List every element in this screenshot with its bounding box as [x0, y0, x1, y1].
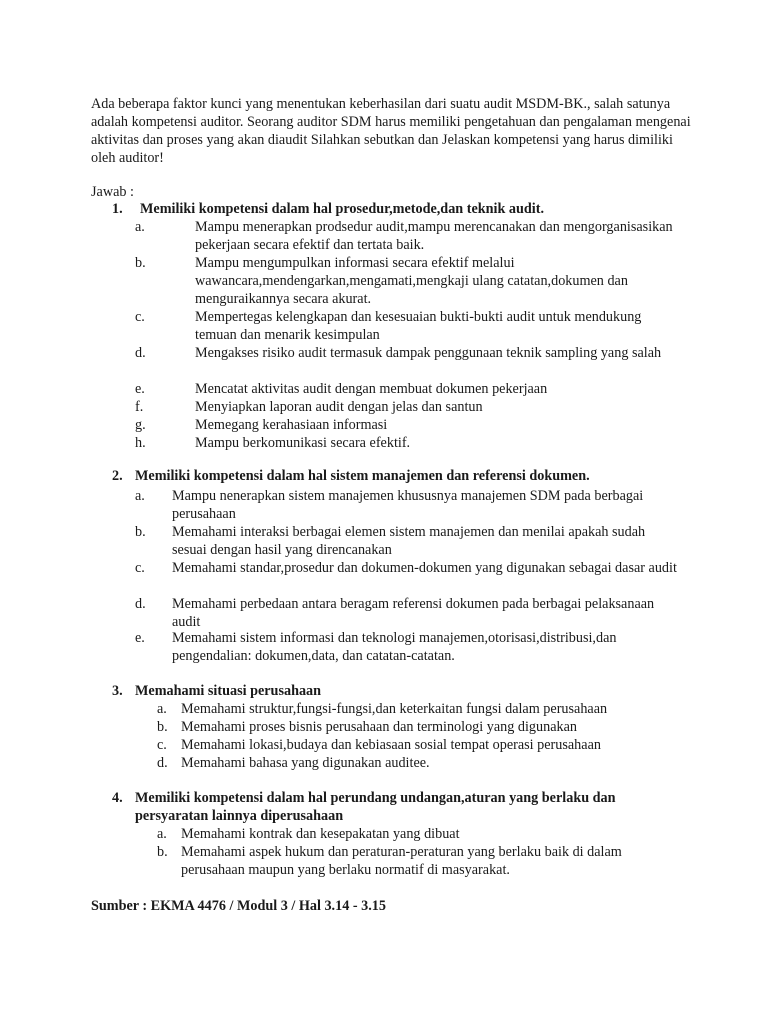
- item-text: Mampu nenerapkan sistem manajemen khususnya manajemen SDM pada berbagai perusahaan: [172, 488, 644, 522]
- item-text: Memahami aspek hukum dan peraturan-peraturan yang berlaku baik di dalam perusahaan maupun yang berlaku normatif di masyarakat.: [181, 844, 622, 878]
- item-marker: c.: [135, 560, 145, 576]
- item-text: Memahami lokasi,budaya dan kebiasaan sosial tempat operasi perusahaan: [181, 737, 601, 753]
- item-text: Memahami interaksi berbagai elemen sistem manajemen dan menilai apakah sudah sesuai dengan hasil yang direncanakan: [172, 524, 646, 558]
- source-citation: Sumber : EKMA 4476 / Modul 3 / Hal 3.14 - 3.15: [91, 898, 386, 914]
- section-title: Memahami situasi perusahaan: [135, 683, 322, 699]
- item-marker: a.: [157, 826, 167, 842]
- section-title: Memiliki kompetensi dalam hal sistem manajemen dan referensi dokumen.: [135, 468, 590, 484]
- item-marker: h.: [135, 435, 146, 451]
- item-text: Mempertegas kelengkapan dan kesesuaian bukti-bukti audit untuk mendukung temuan dan menarik kesimpulan: [195, 309, 642, 343]
- item-marker: b.: [135, 255, 146, 271]
- item-marker: d.: [135, 345, 146, 361]
- section-number: 4.: [112, 790, 123, 806]
- item-marker: e.: [135, 381, 145, 397]
- item-marker: b.: [157, 844, 168, 860]
- section-number: 1.: [112, 201, 123, 217]
- section-number: 3.: [112, 683, 123, 699]
- item-marker: a.: [135, 219, 145, 235]
- item-marker: f.: [135, 399, 144, 415]
- item-text: Memegang kerahasiaan informasi: [195, 417, 388, 433]
- item-text: Menyiapkan laporan audit dengan jelas dan santun: [195, 399, 483, 415]
- item-text: Memahami proses bisnis perusahaan dan terminologi yang digunakan: [181, 719, 577, 735]
- item-text: Memahami perbedaan antara beragam referensi dokumen pada berbagai pelaksanaan audit: [172, 596, 655, 630]
- item-marker: e.: [135, 630, 145, 646]
- item-marker: c.: [157, 737, 167, 753]
- section-title: Memiliki kompetensi dalam hal perundang undangan,aturan yang berlaku dan persyaratan lainnya diperusahaan: [135, 790, 616, 824]
- item-text: Mencatat aktivitas audit dengan membuat dokumen pekerjaan: [195, 381, 548, 397]
- item-marker: g.: [135, 417, 146, 433]
- item-marker: c.: [135, 309, 145, 325]
- item-text: Mengakses risiko audit termasuk dampak penggunaan teknik sampling yang salah: [195, 345, 662, 361]
- item-text: Mampu berkomunikasi secara efektif.: [195, 435, 411, 451]
- item-text: Mampu menerapkan prodsedur audit,mampu merencanakan dan mengorganisasikan pekerjaan secara efektif dan tertata baik.: [195, 219, 673, 253]
- section-title: Memiliki kompetensi dalam hal prosedur,metode,dan teknik audit.: [140, 201, 545, 217]
- answer-label: Jawab :: [91, 184, 134, 200]
- item-text: Memahami kontrak dan kesepakatan yang dibuat: [181, 826, 460, 842]
- item-marker: b.: [135, 524, 146, 540]
- item-text: Memahami standar,prosedur dan dokumen-dokumen yang digunakan sebagai dasar audit: [172, 560, 677, 576]
- item-text: Mampu mengumpulkan informasi secara efektif melalui wawancara,mendengarkan,mengamati,mengkaji ulang catatan,dokumen dan menguraikannya secara akurat.: [195, 255, 628, 307]
- item-text: Memahami bahasa yang digunakan auditee.: [181, 755, 430, 771]
- item-marker: d.: [157, 755, 168, 771]
- item-marker: b.: [157, 719, 168, 735]
- item-marker: d.: [135, 596, 146, 612]
- item-marker: a.: [135, 488, 145, 504]
- item-marker: a.: [157, 701, 167, 717]
- item-text: Memahami sistem informasi dan teknologi manajemen,otorisasi,distribusi,dan pengendalian: dokumen,data, dan catatan-catatan.: [172, 630, 617, 664]
- item-text: Memahami struktur,fungsi-fungsi,dan keterkaitan fungsi dalam perusahaan: [181, 701, 608, 717]
- section-number: 2.: [112, 468, 123, 484]
- question-paragraph: Ada beberapa faktor kunci yang menentukan keberhasilan dari suatu audit MSDM-BK., salah satunya adalah kompetensi auditor. Seorang auditor SDM harus memiliki pengetahuan dan pengalaman mengenai aktivitas dan proses yang akan diaudit Silahkan sebutkan dan Jelaskan kompetensi yang harus dimiliki oleh auditor!: [91, 96, 691, 166]
